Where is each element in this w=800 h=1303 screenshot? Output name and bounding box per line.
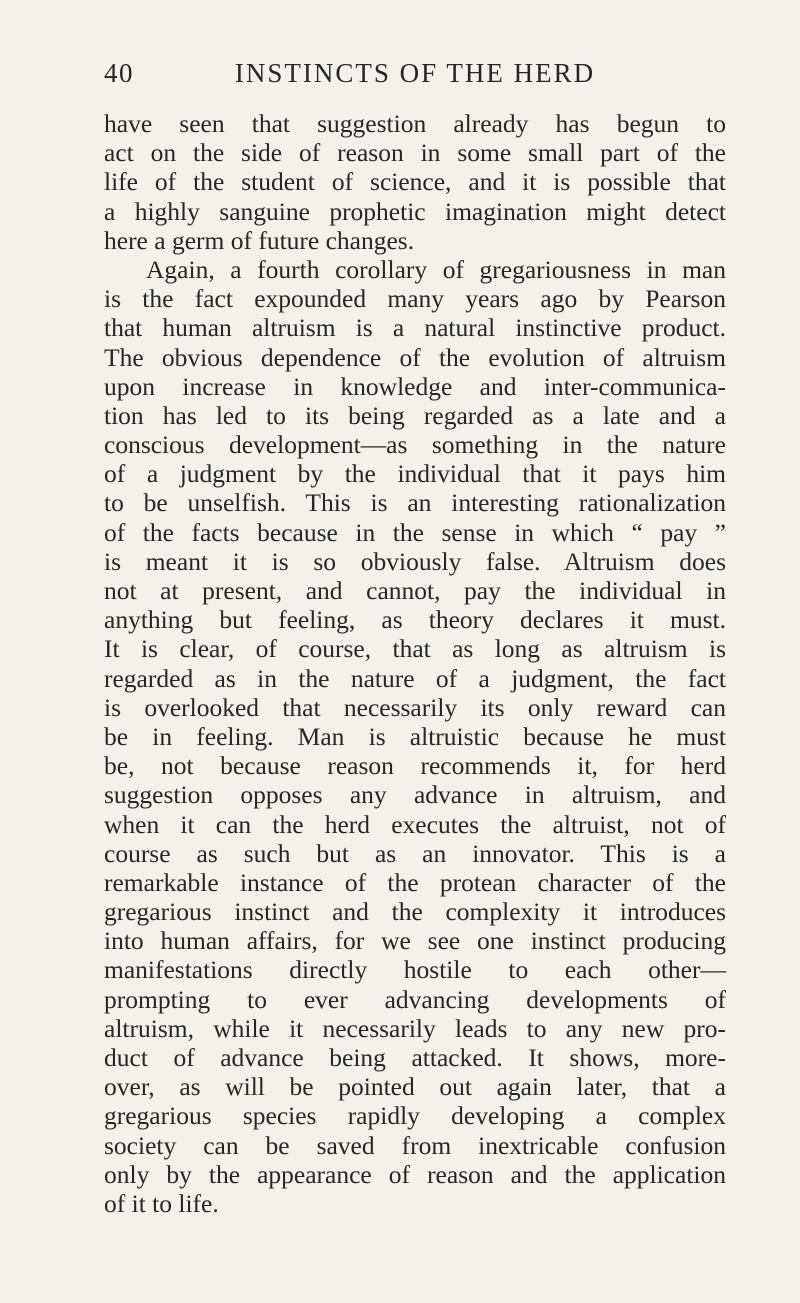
text-line: The obvious dependence of the evolution of altruism — [104, 342, 726, 372]
text-line: that human altruism is a natural instinctive product. — [104, 313, 726, 343]
text-line: when it can the herd executes the altruist, not of — [104, 809, 726, 839]
text-line: gregarious instinct and the complexity it introduces — [104, 897, 726, 927]
text-line: manifestations directly hostile to each other— — [104, 955, 726, 985]
text-line: remarkable instance of the protean character of the — [104, 867, 726, 897]
text-line: here a germ of future changes. — [104, 225, 415, 255]
text-line: only by the appearance of reason and the application — [104, 1159, 726, 1189]
text-line: of a judgment by the individual that it pays him — [104, 459, 726, 489]
text-line: upon increase in knowledge and inter-communica- — [104, 371, 726, 401]
text-line: have seen that suggestion already has begun to — [104, 109, 726, 138]
text-line: is overlooked that necessarily its only reward can — [104, 692, 726, 722]
text-line: Again, a fourth corollary of gregariousness in man — [146, 254, 726, 284]
text-line: tion has led to its being regarded as a late and a — [104, 400, 726, 430]
text-line: duct of advance being attacked. It shows, more- — [104, 1043, 726, 1072]
text-line: over, as will be pointed out again later, that a — [104, 1072, 726, 1102]
running-header — [104, 58, 726, 98]
text-line: conscious development—as something in the nature — [104, 430, 726, 460]
text-line: is meant it is so obviously false. Altruism does — [104, 546, 726, 576]
text-line: It is clear, of course, that as long as altruism is — [104, 634, 726, 664]
text-line: prompting to ever advancing developments of — [104, 984, 726, 1014]
text-line: is the fact expounded many years ago by Pearson — [104, 284, 726, 314]
text-line: altruism, while it necessarily leads to any new pro- — [104, 1013, 726, 1043]
text-line: a highly sanguine prophetic imagination might detect — [104, 196, 726, 226]
text-line: suggestion opposes any advance in altruism, and — [104, 780, 726, 810]
running-title: INSTINCTS OF THE HERD — [234, 58, 596, 88]
text-line: anything but feeling, as theory declares it must. — [104, 605, 726, 635]
text-line: not at present, and cannot, pay the individual in — [104, 576, 726, 605]
text-line: society can be saved from inextricable confusion — [104, 1130, 726, 1160]
text-line: be, not because reason recommends it, for herd — [104, 751, 726, 781]
text-line: course as such but as an innovator. This is a — [104, 838, 726, 868]
body-text — [104, 109, 726, 1218]
text-line: be in feeling. Man is altruistic because he must — [104, 721, 726, 751]
text-line: life of the student of science, and it is possible that — [104, 167, 726, 197]
text-line: of it to life. — [104, 1188, 219, 1218]
text-line: into human affairs, for we see one instinct producing — [104, 926, 726, 956]
page-number: 40 — [104, 58, 134, 88]
text-line: of the facts because in the sense in which “ pay ” — [104, 517, 726, 547]
text-line: regarded as in the nature of a judgment, the fact — [104, 663, 726, 693]
text-line: act on the side of reason in some small part of the — [104, 138, 726, 168]
text-line: to be unselfish. This is an interesting rationalization — [104, 488, 726, 518]
text-line: gregarious species rapidly developing a complex — [104, 1101, 726, 1131]
